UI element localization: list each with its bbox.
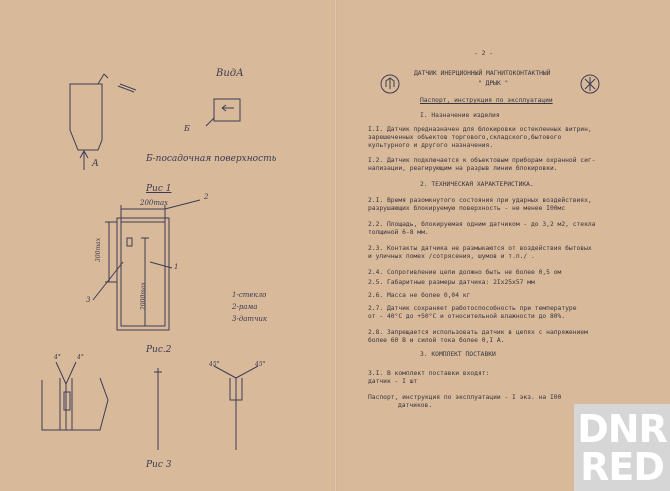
- angle-right-b: 45°: [255, 361, 266, 368]
- para-3-2-line-1: Паспорт, инструкция по эксплуатации - I экз. на I00: [368, 394, 562, 401]
- para-1-1-line-2: зарешеченных объектов торгового,складского,бытового: [368, 134, 562, 141]
- angle-left-a: 4°: [54, 354, 61, 361]
- para-3-1-line-1: 3.I. В комплект поставки входят:: [368, 370, 490, 377]
- legend-1: 1-стекло: [232, 291, 267, 299]
- fig1-title: Рис 1: [146, 184, 172, 194]
- para-2-3-line-1: 2.3. Контакты датчика не размыкаются от воздействия бытовых: [368, 245, 592, 252]
- section-2-heading: 2. ТЕХНИЧЕСКАЯ ХАРАКТЕРИСТИКА.: [420, 181, 534, 188]
- angle-right-a: 45°: [209, 361, 220, 368]
- doc-subtitle: Паспорт, инструкция по эксплуатации: [420, 97, 553, 104]
- para-2-1-line-1: 2.I. Время разомкнутого состояния при ударных воздействиях,: [368, 197, 592, 204]
- dim-200: 200max: [140, 199, 169, 207]
- callout-1: 1: [174, 263, 179, 271]
- doc-title-name: " ДРЫК ": [478, 80, 509, 87]
- watermark: [574, 404, 670, 491]
- para-3-2-line-2: датчиков.: [398, 402, 433, 409]
- view-a-label: ВидА: [216, 68, 244, 79]
- para-3-1-line-2: датчик - I шт: [368, 378, 418, 385]
- doc-title: ДАТЧИК ИНЕРЦИОННЫЙ МАГНИТОКОНТАКТНЫЙ: [414, 70, 551, 77]
- arrow-a: [80, 151, 88, 170]
- para-1-1-line-1: I.I. Датчик предназначен для блокировки остекленных витрин,: [368, 126, 592, 133]
- fig2-frame: [42, 378, 108, 430]
- para-2-3-line-2: и уличных помех /сотрясения, шумов и т.п./ .: [368, 253, 535, 260]
- label-a: А: [92, 159, 99, 169]
- legend-2: 2-рама: [232, 303, 258, 311]
- para-2-2-line-2: толщиной 6-8 мм.: [368, 229, 429, 236]
- sensor-front-view: [214, 99, 240, 121]
- para-2-2-line-1: 2.2. Площадь, блокируемая одним датчиком - до 3,2 м2, стекла: [368, 221, 596, 228]
- para-2-5: 2.5. Габаритные размеры датчика: 2Iх25х57 мм: [368, 279, 535, 286]
- legend-3: 3-датчик: [232, 315, 268, 323]
- sensor-on-frame: [127, 238, 132, 246]
- dim-300: 300max: [95, 237, 102, 262]
- fig3-sensor-b: [230, 378, 242, 450]
- watermark-line-2: RED: [580, 445, 664, 489]
- para-1-2-line-2: нализации, реагирующим на разрыв линии блокировки.: [368, 165, 558, 172]
- angle-left-b: 4°: [77, 354, 84, 361]
- left-logo-icon: [378, 72, 402, 96]
- section-3-heading: 3. КОМПЛЕКТ ПОСТАВКИ: [420, 351, 496, 358]
- section-1-heading: I. Назначение изделия: [420, 112, 500, 119]
- callout-3: 3: [86, 296, 91, 304]
- para-2-7-line-2: от - 40°С до +50°С и относительной влажности до 80%.: [368, 313, 566, 320]
- label-b: Б: [184, 124, 190, 133]
- glass-frame-outer: [117, 218, 169, 330]
- callout-2: 2: [204, 193, 209, 201]
- para-2-4: 2.4. Сопротивление цепи должно быть не более 0,5 ом: [368, 269, 562, 276]
- dim-2000: 2000max: [140, 282, 147, 310]
- para-1-1-line-3: культурного и другого назначения.: [368, 142, 494, 149]
- fig3-title: Рис 3: [146, 460, 172, 470]
- page-number: - 2 -: [474, 50, 493, 57]
- surface-caption: Б-посадочная поверхность: [146, 154, 277, 164]
- para-1-2-line-1: I.2. Датчик подключается к объектовым приборам охранной сиг-: [368, 157, 596, 164]
- para-2-8-line-1: 2.8. Запрещается использовать датчик в цепях с напряжением: [368, 329, 588, 336]
- para-2-1-line-2: разрушающих блокируемую поверхность - не менее I00мс: [368, 205, 566, 212]
- right-logo-icon: [578, 72, 602, 96]
- para-2-7-line-1: 2.7. Датчик сохраняет работоспособность при температуре: [368, 305, 577, 312]
- sensor-side-view: [70, 84, 102, 150]
- watermark-line-1: DNR: [577, 407, 667, 451]
- para-2-6: 2.6. Масса не более 0,04 кг: [368, 292, 471, 299]
- para-2-8-line-2: более 60 В и силой тока более 0,I А.: [368, 337, 505, 344]
- fig2-title: Рис.2: [146, 345, 172, 355]
